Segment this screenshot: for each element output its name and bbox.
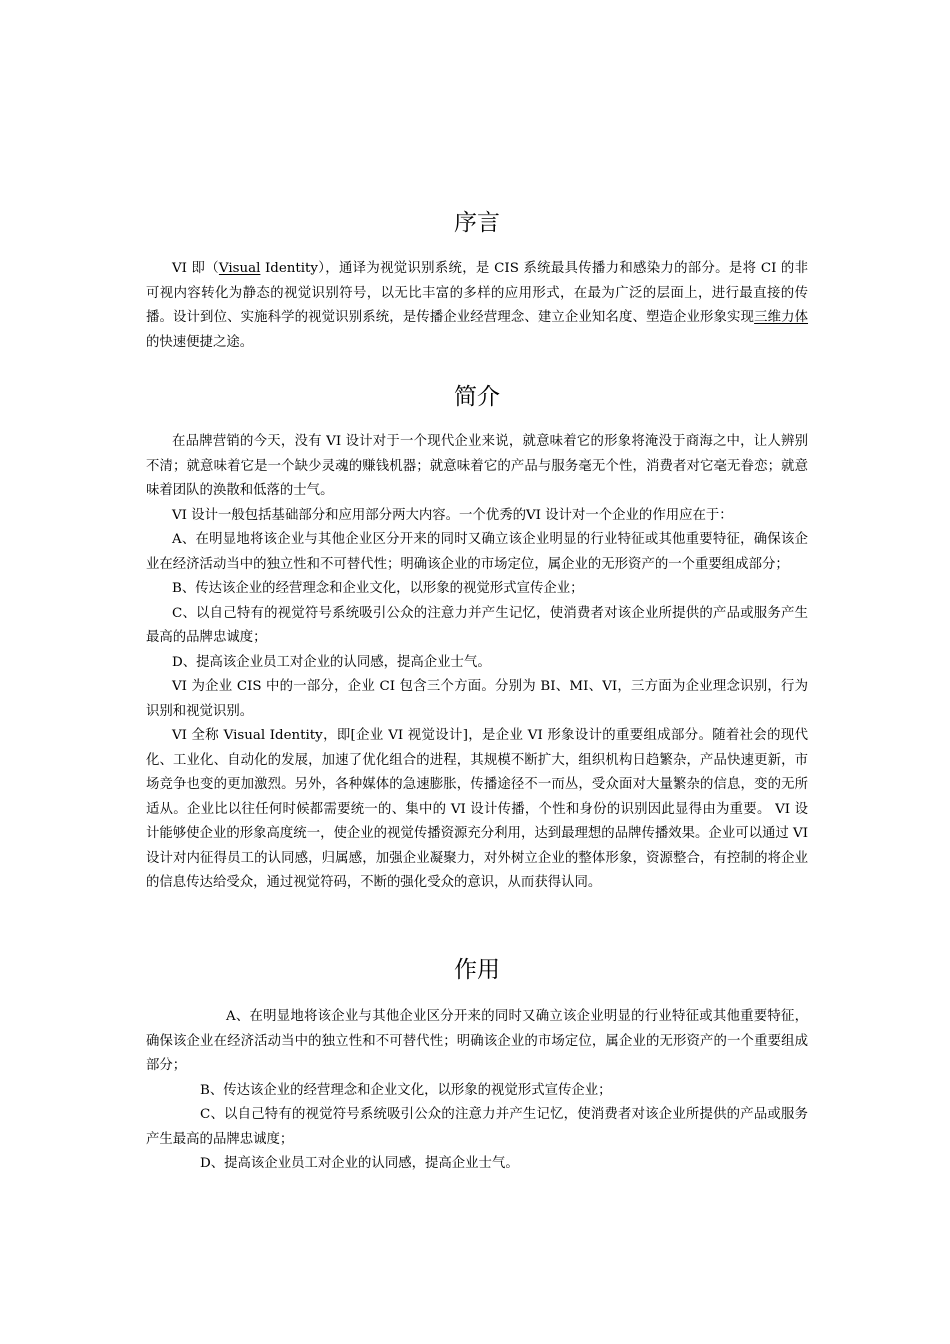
preface-section bbox=[146, 257, 808, 355]
intro-paragraph: C、以自己特有的视觉符号系统吸引公众的注意力并产生记忆，使消费者对该企业所提供的产品或服务产生最高的品牌忠诚度； bbox=[146, 605, 808, 645]
intro-title: 简介 bbox=[454, 384, 500, 410]
intro-paragraph: VI 全称 Visual Identity，即[企业 VI 视觉设计]，是企业 VI 形象设计的重要组成部分。随着社会的现代化、工业化、自动化的发展，加速了优化组合的进程，其规模不断扩大，组织机构日趋繁杂，产品快速更新，市场竞争也变的更加激烈。另外，各种媒体的急速膨胀，传播途径不一而丛，受众面对大量繁杂的信息，变的无所适从。企业比以往任何时候都需要统一的、集中的 VI 设计传播，个性和身份的识别因此显得由为重要。 VI 设计能够使企业的形象高度统一，使企业的视觉传播资源充分利用，达到最理想的品牌传播效果。企业可以通过 VI 设计对内征得员工的认同感，归属感，加强企业凝聚力，对外树立企业的整体形象，资源整合，有控制的将企业的信息传达给受众，通过视觉符码，不断的强化受众的意识，从而获得认同。 bbox=[146, 728, 808, 890]
function-title: 作用 bbox=[454, 957, 500, 983]
intro-paragraph: B、传达该企业的经营理念和企业文化，以形象的视觉形式宣传企业； bbox=[172, 581, 584, 596]
intro-paragraph: A、在明显地将该企业与其他企业区分开来的同时又确立该企业明显的行业特征或其他重要特征，确保该企业在经济活动当中的独立性和不可替代性；明确该企业的市场定位，属企业的无形资产的一个重要组成部分； bbox=[146, 532, 808, 572]
preface-paragraph: VI 即（Visual Identity），通译为视觉识别系统，是 CIS 系统最具传播力和感染力的部分。是将 CI 的非可视内容转化为静态的视觉识别符号，以无比丰富的多样的应用形式，在最为广泛的层面上，进行最直接的传播。设计到位、实施科学的视觉识别系统，是传播企业经营理念、建立企业知名度、塑造企业形象实现三维力体的快速便捷之途。 bbox=[146, 261, 809, 350]
visual-link[interactable]: Visual bbox=[218, 261, 261, 276]
intro-paragraph: 在品牌营销的今天，没有 VI 设计对于一个现代企业来说，就意味着它的形象将淹没于商海之中，让人辨别不清；就意味着它是一个缺少灵魂的赚钱机器；就意味着它的产品与服务毫无个性，消费者对它毫无眷恋；就意味着团队的涣散和低落的士气。 bbox=[146, 434, 808, 498]
intro-paragraph: D、提高该企业员工对企业的认同感，提高企业士气。 bbox=[172, 654, 491, 670]
function-paragraph: D、提高该企业员工对企业的认同感，提高企业士气。 bbox=[200, 1156, 519, 1171]
three-dimension-link[interactable]: 三维力体 bbox=[754, 310, 809, 325]
preface-title: 序言 bbox=[454, 210, 500, 236]
function-paragraph: B、传达该企业的经营理念和企业文化，以形象的视觉形式宣传企业； bbox=[200, 1082, 612, 1098]
intro-paragraph: VI 设计一般包括基础部分和应用部分两大内容。一个优秀的VI 设计对一个企业的作用应在于： bbox=[172, 507, 733, 523]
intro-paragraph: VI 为企业 CIS 中的一部分，企业 CI 包含三个方面。分别为 BI、MI、VI，三方面为企业理念识别，行为识别和视觉识别。 bbox=[146, 679, 808, 719]
function-paragraph: C、以自己特有的视觉符号系统吸引公众的注意力并产生记忆，使消费者对该企业所提供的产品或服务产生最高的品牌忠诚度； bbox=[146, 1107, 808, 1147]
intro-section bbox=[146, 430, 808, 896]
function-section bbox=[146, 1005, 808, 1177]
function-paragraph: A、在明显地将该企业与其他企业区分开来的同时又确立该企业明显的行业特征或其他重要特征，确保该企业在经济活动当中的独立性和不可替代性；明确该企业的市场定位，属企业的无形资产的一个重要组成部分； bbox=[146, 1009, 808, 1073]
